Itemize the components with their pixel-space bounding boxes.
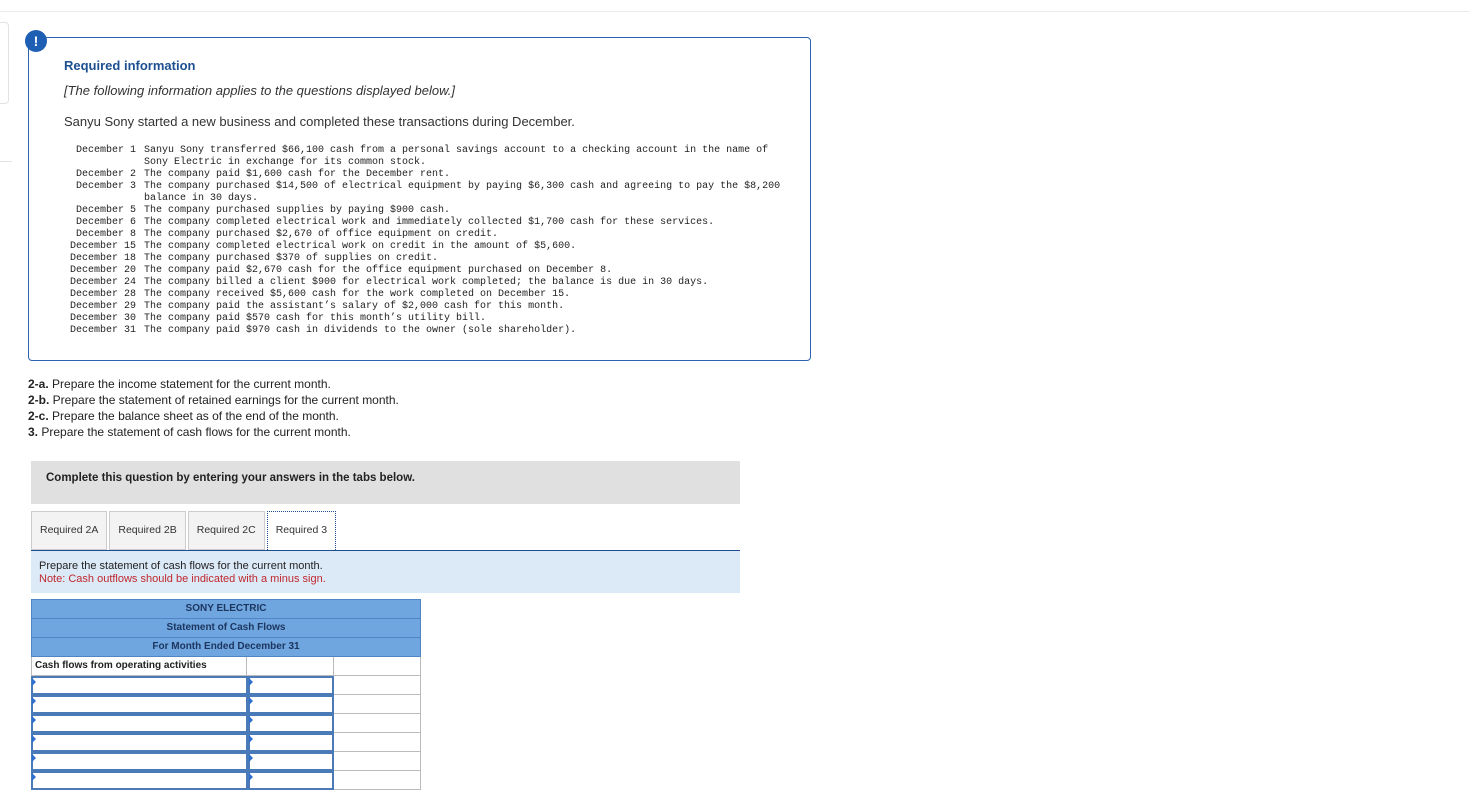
question-part-label: 2-a. (28, 377, 49, 391)
question-part-text: Prepare the income statement for the current month. (48, 377, 331, 391)
total-cell (334, 714, 421, 733)
description-input[interactable] (31, 752, 248, 771)
transaction-date: December 31 (69, 325, 136, 336)
tab-required-2a[interactable]: Required 2A (31, 511, 107, 550)
transaction-description: The company completed electrical work and immediately collected $1,700 cash for these services. (144, 217, 715, 228)
amount-input[interactable] (248, 752, 334, 771)
transaction-date: December 8 (75, 229, 136, 240)
transaction-row (64, 229, 784, 241)
total-cell (334, 676, 421, 695)
table-row (31, 733, 421, 752)
question-part-label: 2-c. (28, 409, 49, 423)
transaction-description: The company paid $970 cash in dividends to the owner (sole shareholder). (144, 325, 577, 336)
table-row (31, 695, 421, 714)
table-row (31, 676, 421, 695)
transaction-description: The company purchased $2,670 of office equipment on credit. (144, 229, 499, 240)
question-parts (28, 376, 399, 440)
description-input[interactable] (31, 771, 248, 790)
statement-title: Statement of Cash Flows (31, 618, 421, 637)
transaction-date: December 24 (69, 277, 136, 288)
total-cell (334, 771, 421, 790)
transaction-row (64, 205, 784, 217)
transaction-date: December 15 (69, 241, 136, 252)
transaction-row (64, 265, 784, 277)
table-row (31, 752, 421, 771)
transaction-description: The company billed a client $900 for electrical work completed; the balance is due in 30 days. (144, 277, 709, 288)
tab-required-2b[interactable]: Required 2B (109, 511, 185, 550)
transaction-date: December 6 (75, 217, 136, 228)
section-operating-label: Cash flows from operating activities (31, 657, 247, 676)
tab-required-2c[interactable]: Required 2C (188, 511, 265, 550)
question-part-text: Prepare the statement of retained earnings for the current month. (49, 393, 399, 407)
tab-bar (31, 511, 338, 550)
transaction-description: The company completed electrical work on credit in the amount of $5,600. (144, 241, 577, 252)
statement-period: For Month Ended December 31 (31, 637, 421, 657)
table-row (31, 657, 421, 676)
instruction-note: Note: Cash outflows should be indicated with a minus sign. (39, 573, 326, 585)
transaction-row (64, 181, 784, 205)
transaction-date: December 29 (69, 301, 136, 312)
amount-input[interactable] (248, 714, 334, 733)
question-part (28, 424, 399, 440)
transaction-row (64, 145, 784, 169)
transaction-date: December 18 (69, 253, 136, 264)
transaction-row (64, 301, 784, 313)
transaction-row (64, 313, 784, 325)
alert-icon: ! (25, 30, 47, 52)
transaction-date: December 3 (75, 181, 136, 192)
total-cell (334, 733, 421, 752)
amount-input[interactable] (248, 676, 334, 695)
transaction-row (64, 277, 784, 289)
required-information-subtitle: [The following information applies to the questions displayed below.] (64, 83, 455, 98)
amount-input[interactable] (248, 695, 334, 714)
statement-company: SONY ELECTRIC (31, 599, 421, 618)
transaction-date: December 20 (69, 265, 136, 276)
table-row (31, 771, 421, 790)
transaction-row (64, 325, 784, 337)
transaction-date: December 2 (75, 169, 136, 180)
instruction-banner-text: Complete this question by entering your answers in the tabs below. (46, 472, 415, 484)
transaction-date: December 1 (75, 145, 136, 156)
required-information-box (28, 37, 811, 361)
amount-input[interactable] (248, 733, 334, 752)
left-divider (0, 161, 12, 162)
question-part-text: Prepare the balance sheet as of the end of the month. (48, 409, 339, 423)
required-information-intro: Sanyu Sony started a new business and completed these transactions during December. (64, 114, 575, 129)
description-input[interactable] (31, 733, 248, 752)
tab-instructions (31, 551, 740, 593)
question-part (28, 408, 399, 424)
transaction-description: The company paid $2,670 cash for the office equipment purchased on December 8. (144, 265, 613, 276)
instruction-text: Prepare the statement of cash flows for the current month. (39, 560, 323, 572)
transaction-description: The company paid $570 cash for this month’s utility bill. (144, 313, 487, 324)
transaction-description: The company paid the assistant’s salary of $2,000 cash for this month. (144, 301, 565, 312)
transaction-list (64, 145, 784, 337)
transaction-date: December 5 (75, 205, 136, 216)
transaction-description: The company received $5,600 cash for the work completed on December 15. (144, 289, 571, 300)
amount-input[interactable] (248, 771, 334, 790)
transaction-description: The company paid $1,600 cash for the December rent. (144, 169, 451, 180)
transaction-row (64, 169, 784, 181)
transaction-description: The company purchased supplies by paying $900 cash. (144, 205, 451, 216)
question-part (28, 376, 399, 392)
transaction-row (64, 217, 784, 229)
required-information-title: Required information (64, 58, 196, 73)
total-cell (334, 695, 421, 714)
total-cell (334, 752, 421, 771)
cash-flow-statement (31, 599, 421, 790)
table-row (31, 714, 421, 733)
question-part-label: 2-b. (28, 393, 50, 407)
description-input[interactable] (31, 676, 248, 695)
transaction-description: The company purchased $370 of supplies on credit. (144, 253, 439, 264)
description-input[interactable] (31, 714, 248, 733)
transaction-row (64, 253, 784, 265)
description-input[interactable] (31, 695, 248, 714)
tab-required-3[interactable]: Required 3 (267, 511, 336, 550)
left-panel-edge (0, 22, 9, 104)
top-divider (0, 11, 1470, 12)
question-part-label: 3. (28, 425, 39, 439)
transaction-date: December 28 (69, 289, 136, 300)
transaction-row (64, 289, 784, 301)
instruction-banner (31, 461, 740, 504)
transaction-description: The company purchased $14,500 of electrical equipment by paying $6,300 cash and agreeing to pay the $8,200 balance in 30 days. (144, 181, 781, 204)
question-part (28, 392, 399, 408)
amount-cell (247, 657, 334, 676)
transaction-description: Sanyu Sony transferred $66,100 cash from a personal savings account to a checking account in the name of Sony Electric in exchange for its common stock. (144, 145, 769, 168)
question-part-text: Prepare the statement of cash flows for the current month. (38, 425, 351, 439)
transaction-row (64, 241, 784, 253)
total-cell (334, 657, 421, 676)
transaction-date: December 30 (69, 313, 136, 324)
